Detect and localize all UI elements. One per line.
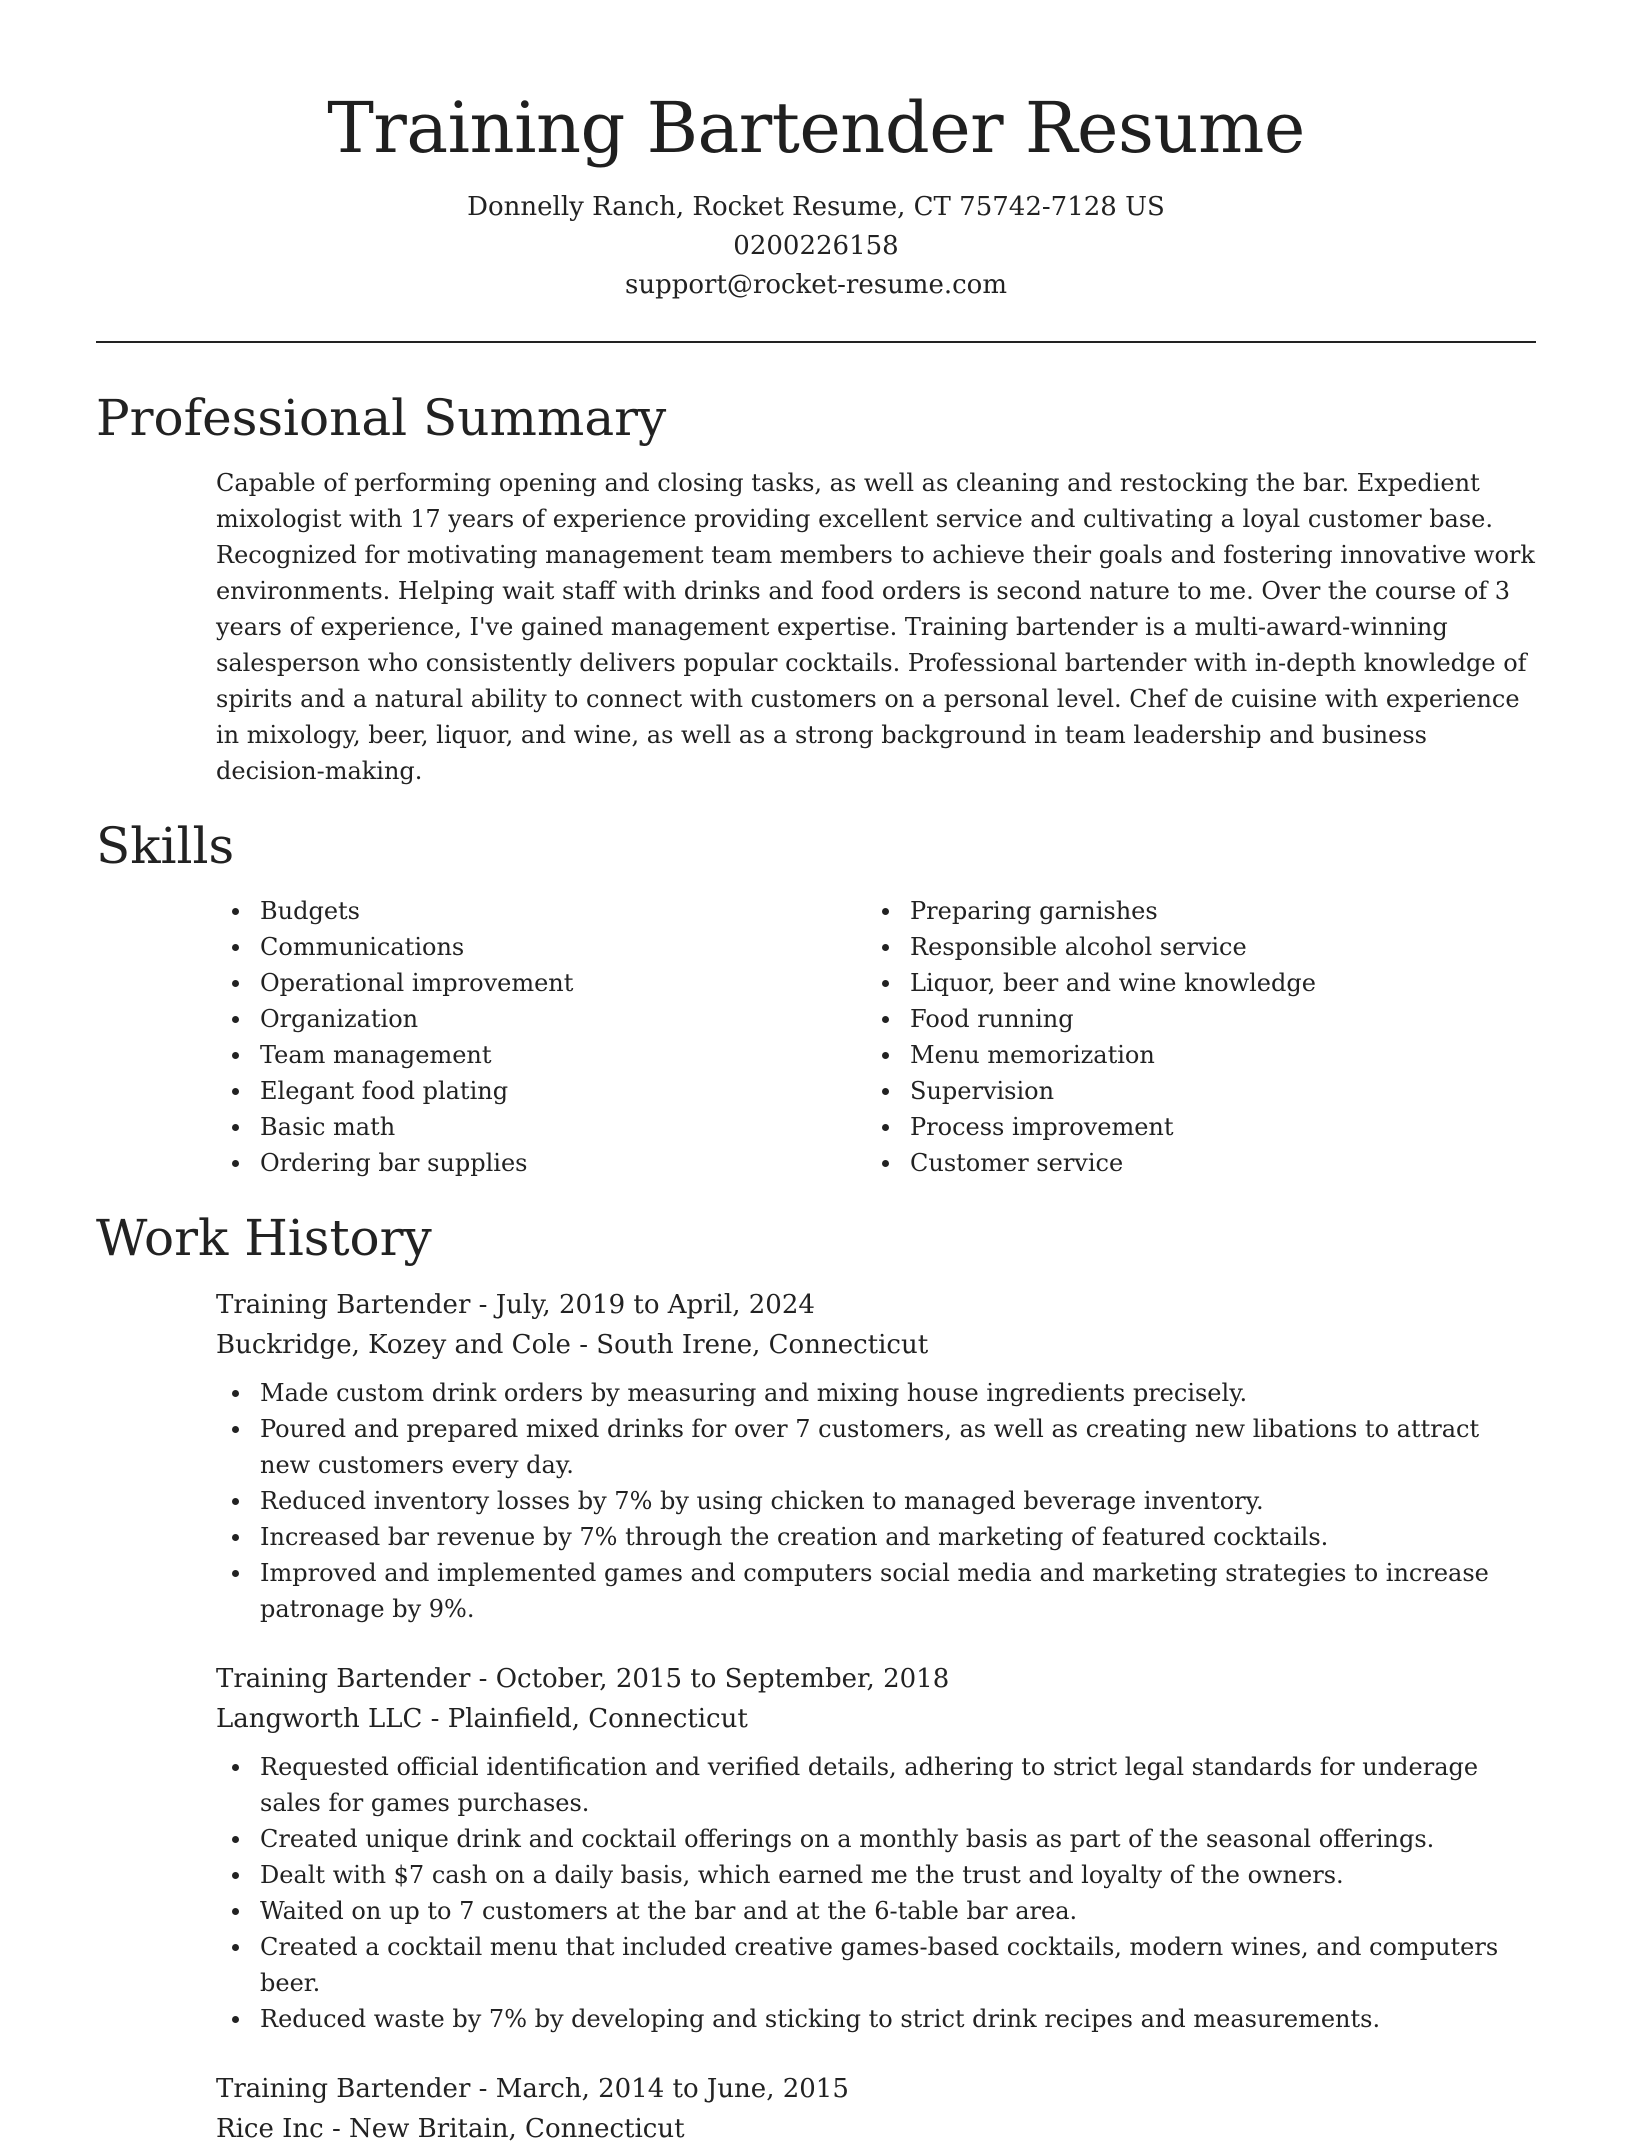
skill-item: Budgets <box>216 893 866 929</box>
job-location: - New Britain, Connecticut <box>323 2114 685 2144</box>
job-location: - Plainfield, Connecticut <box>422 1704 748 1734</box>
professional-summary-section <box>96 385 1536 789</box>
skill-item: Customer service <box>866 1145 1516 1181</box>
skill-item: Liquor, beer and wine knowledge <box>866 965 1516 1001</box>
resume-header <box>96 80 1536 305</box>
job-company: Rice Inc <box>216 2114 324 2144</box>
skill-item: Food running <box>866 1001 1516 1037</box>
job-bullet: Reduced inventory losses by 7% by using chicken to managed beverage inventory. <box>216 1483 1536 1519</box>
skill-item: Menu memorization <box>866 1037 1516 1073</box>
work-history-section <box>96 1205 1536 2149</box>
contact-phone: 0200226158 <box>733 231 899 261</box>
skill-item: Responsible alcohol service <box>866 929 1516 965</box>
skill-item: Elegant food plating <box>216 1073 866 1109</box>
job-bullet: Created unique drink and cocktail offerings on a monthly basis as part of the seasonal offerings. <box>216 1821 1536 1857</box>
job-dates: - October, 2015 to September, 2018 <box>470 1664 950 1694</box>
job-title: Training Bartender <box>216 1664 471 1694</box>
job-bullet: Created a cocktail menu that included creative games-based cocktails, modern wines, and computers beer. <box>216 1929 1536 2001</box>
contact-email: support@rocket-resume.com <box>624 270 1007 300</box>
header-divider <box>96 341 1536 343</box>
job-company: Langworth LLC <box>216 1704 423 1734</box>
job-bullets <box>216 1375 1536 1627</box>
resume-title: Training Bartender Resume <box>327 87 1305 169</box>
skill-item: Preparing garnishes <box>866 893 1516 929</box>
section-heading: Skills <box>96 817 235 875</box>
section-heading: Professional Summary <box>96 389 667 447</box>
job-bullet: Made custom drink orders by measuring and mixing house ingredients precisely. <box>216 1375 1536 1411</box>
job-company-line <box>216 1325 1536 1365</box>
job-entry <box>96 1285 1536 1627</box>
skill-item: Ordering bar supplies <box>216 1145 866 1181</box>
job-location: - South Irene, Connecticut <box>570 1330 929 1360</box>
job-bullets <box>216 1749 1536 2037</box>
skill-item: Team management <box>216 1037 866 1073</box>
job-dates: - July, 2019 to April, 2024 <box>470 1290 815 1320</box>
job-bullet: Increased bar revenue by 7% through the creation and marketing of featured cocktails. <box>216 1519 1536 1555</box>
job-entry <box>96 1659 1536 2037</box>
job-dates: - March, 2014 to June, 2015 <box>470 2074 849 2104</box>
job-bullet: Waited on up to 7 customers at the bar and at the 6-table bar area. <box>216 1893 1536 1929</box>
contact-address: Donnelly Ranch, Rocket Resume, CT 75742-7128 US <box>467 192 1165 222</box>
job-title: Training Bartender <box>216 1290 471 1320</box>
section-heading: Work History <box>96 1209 432 1267</box>
skills-column-right <box>866 893 1516 1181</box>
skill-item: Supervision <box>866 1073 1516 1109</box>
skills-grid <box>96 893 1536 1181</box>
job-company: Buckridge, Kozey and Cole <box>216 1330 571 1360</box>
job-bullet: Poured and prepared mixed drinks for over 7 customers, as well as creating new libations to attract new customers every day. <box>216 1411 1536 1483</box>
skill-item: Communications <box>216 929 866 965</box>
job-title-line <box>216 2069 1536 2109</box>
skills-column-left <box>216 893 866 1181</box>
job-entry <box>96 2069 1536 2149</box>
skill-item: Basic math <box>216 1109 866 1145</box>
job-title: Training Bartender <box>216 2074 471 2104</box>
job-bullet: Improved and implemented games and computers social media and marketing strategies to increase patronage by 9%. <box>216 1555 1536 1627</box>
summary-paragraph: Capable of performing opening and closing tasks, as well as cleaning and restocking the bar. Expedient mixologist with 17 years of experience providing excellent service and cultivating a loyal customer base. Recognized for motivating management team members to achieve their goals and fostering innovative work environments. Helping wait staff with drinks and food orders is second nature to me. Over the course of 3 years of experience, I've gained management expertise. Training bartender is a multi-award-winning salesperson who consistently delivers popular cocktails. Professional bartender with in-depth knowledge of spirits and a natural ability to connect with customers on a personal level. Chef de cuisine with experience in mixology, beer, liquor, and wine, as well as a strong background in team leadership and business decision-making. <box>216 469 1535 785</box>
skill-item: Process improvement <box>866 1109 1516 1145</box>
job-company-line <box>216 2109 1536 2149</box>
job-bullet: Reduced waste by 7% by developing and sticking to strict drink recipes and measurements. <box>216 2001 1536 2037</box>
skill-item: Operational improvement <box>216 965 866 1001</box>
job-title-line <box>216 1659 1536 1699</box>
skill-item: Organization <box>216 1001 866 1037</box>
job-company-line <box>216 1699 1536 1739</box>
job-title-line <box>216 1285 1536 1325</box>
skills-section <box>96 813 1536 1181</box>
job-bullet: Dealt with $7 cash on a daily basis, which earned me the trust and loyalty of the owners. <box>216 1857 1536 1893</box>
job-bullet: Requested official identification and verified details, adhering to strict legal standards for underage sales for games purchases. <box>216 1749 1536 1821</box>
